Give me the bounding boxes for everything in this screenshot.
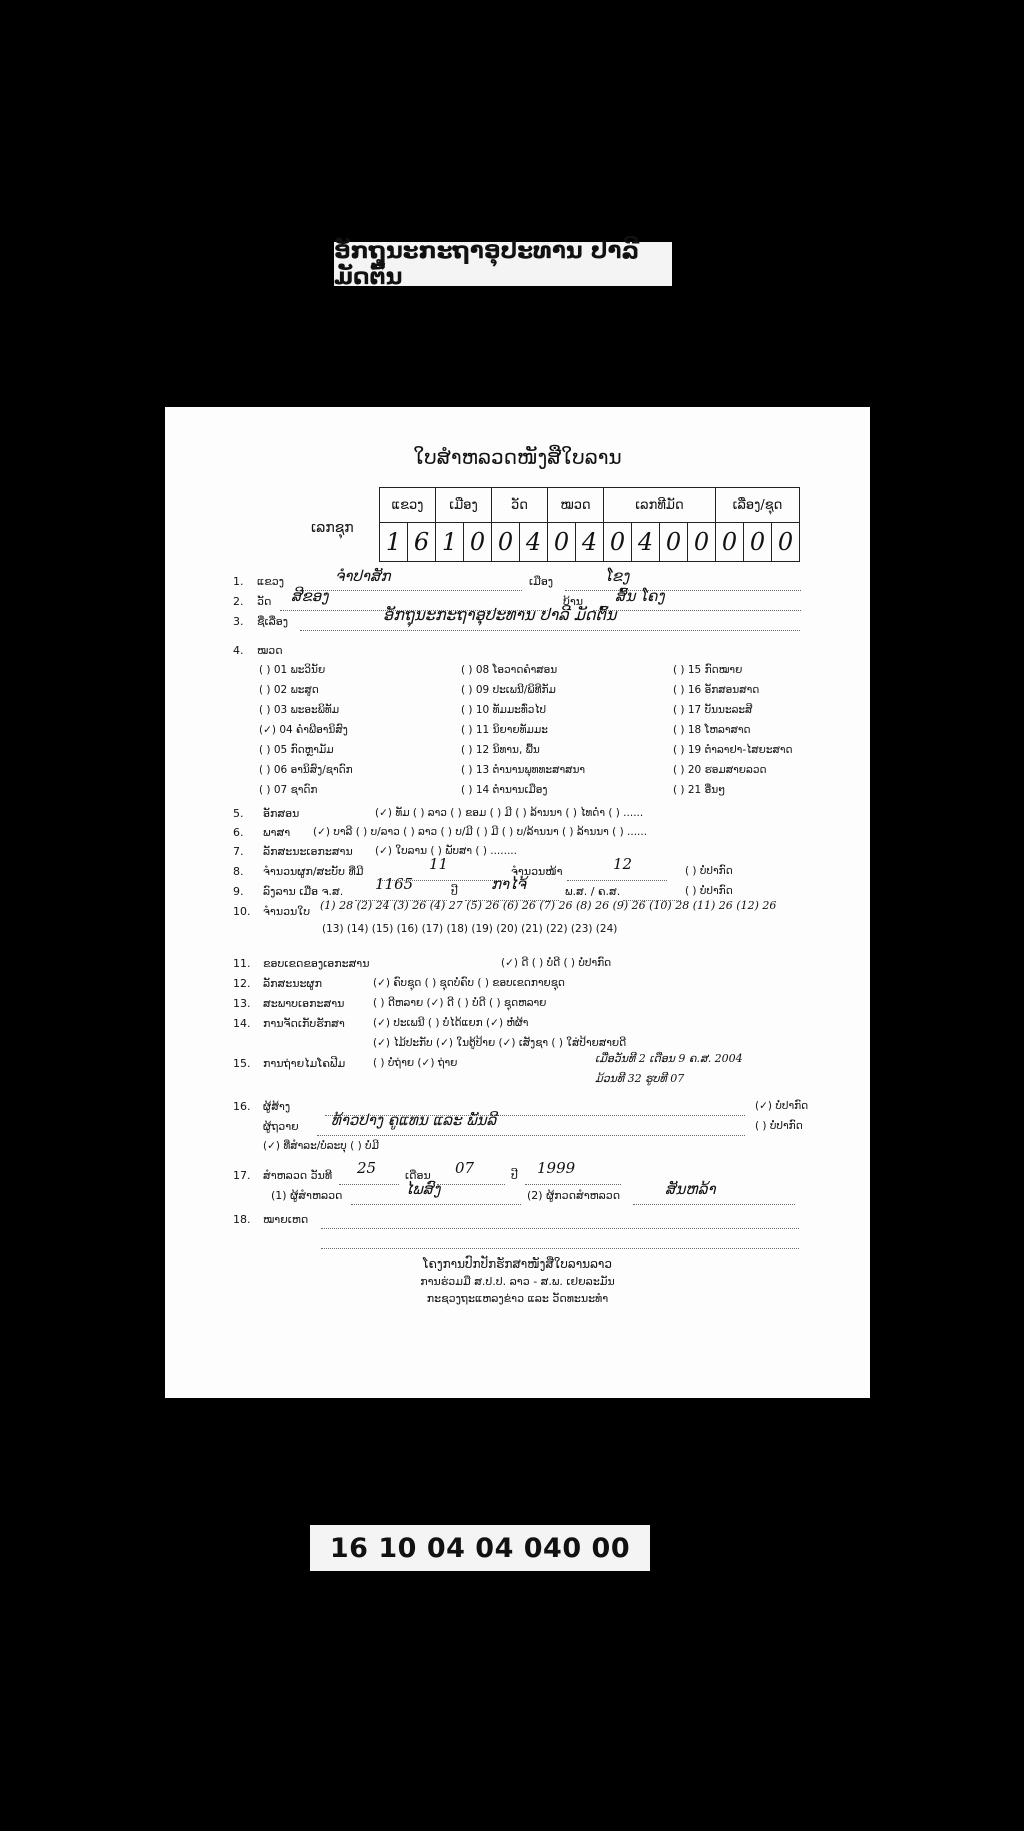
category-option: ( ) 02 ພະສູດ <box>259 684 319 696</box>
row-16-tail-b: ( ) ບໍ່ປາກົດ <box>755 1120 803 1132</box>
sheet-title: ໃບສຳຫລວດໜັງສືໃບລານ <box>413 445 622 469</box>
survey-year: 1999 <box>537 1159 576 1177</box>
footer-label: 16 10 04 04 040 00 <box>310 1525 650 1571</box>
province-value: ຈຳປາສັກ <box>335 567 391 585</box>
row-8-label: ຈຳນວນຜູກ/ສະບັບ ທີ່ມີ <box>263 865 364 878</box>
survey-day: 25 <box>357 1159 377 1177</box>
surveyor-value: ໄພສົງ <box>405 1180 441 1198</box>
header-label: ອັກຖຸນະກະຖາອຸປະທານ ປາລີ ມັດຕົ້ນ <box>334 242 672 286</box>
code-label: ເລກຊຸກ <box>311 520 354 536</box>
category-option: ( ) 11 ນິຍາຍທັມມະ <box>461 724 548 736</box>
category-option: ( ) 06 ອານິສົງ/ຊາດົກ <box>259 764 353 776</box>
row-1-number: 1. <box>233 575 244 588</box>
material-options: (✓) ໃບລານ ( ) ພັບສາ ( ) ........ <box>375 845 517 857</box>
code-header-row <box>380 488 800 523</box>
code-header-district: ເມືອງ <box>436 488 492 523</box>
category-option: ( ) 08 ໂອວາດຄຳສອນ <box>461 664 558 676</box>
row-5-number: 5. <box>233 807 244 820</box>
row-10-label: ຈຳນວນໃບ <box>263 905 311 918</box>
row-9-tail: ( ) ບໍ່ປາກົດ <box>685 885 733 897</box>
row-13-number: 13. <box>233 997 251 1010</box>
code-digit: 0 <box>464 523 492 562</box>
surveyor-line <box>351 1203 521 1205</box>
completeness-options: (✓) ຄົບຊຸດ ( ) ຊຸດບໍ່ຄົບ ( ) ຂອບເຂດກາຍຊຸດ <box>373 977 565 989</box>
sheet-footer-line-2: ການຮ່ວມມື ສ.ປ.ປ. ລາວ - ສ.ພ. ເຢຍລະມັນ <box>420 1275 615 1288</box>
row-8-tail: ( ) ບໍ່ປາກົດ <box>685 865 733 877</box>
row-3-number: 3. <box>233 615 244 628</box>
row-8-line2 <box>567 879 667 881</box>
surveyor-label: (1) ຜູ້ສຳຫລວດ <box>271 1189 343 1202</box>
category-option: ( ) 17 ບັນນະລະສີ <box>673 704 753 716</box>
row-12-label: ລັກສະນະຜູກ <box>263 977 322 990</box>
row-6-number: 6. <box>233 826 244 839</box>
row-17-number: 17. <box>233 1169 251 1182</box>
script-options: (✓) ທັມ ( ) ລາວ ( ) ຂອມ ( ) ມີ ( ) ລ້ານນາ ( ) ໄທດຳ ( ) ...... <box>375 807 644 819</box>
row-1-line <box>300 589 522 591</box>
row-16-label: ຜູ້ສ້າງ <box>263 1100 291 1113</box>
donor-value: ທ້າວປາງ ຄູແທນ ແລະ ພັນລີ <box>331 1111 497 1129</box>
code-digit: 6 <box>408 523 436 562</box>
code-digit: 1 <box>436 523 464 562</box>
code-digit: 0 <box>772 523 800 562</box>
row-1-label: ແຂວງ <box>257 575 285 588</box>
code-header-temple: ວັດ <box>492 488 548 523</box>
row-3-line <box>300 629 800 631</box>
category-option: ( ) 09 ປະເພນີ/ພິທີກັມ <box>461 684 556 696</box>
row-9-label2: ປີ <box>451 885 458 898</box>
row-9-label: ລົງລານ ເມື່ອ ຈ.ສ. <box>263 885 344 898</box>
row-2-label2: ບ້ານ <box>563 595 584 608</box>
code-digit: 1 <box>380 523 408 562</box>
leaf-counts: (1) 28 (2) 24 (3) 26 (4) 27 (5) 26 (6) 26 (7) 26 (8) 26 (9) 26 (10) 28 (11) 26 (12) 26 <box>320 899 777 912</box>
sheet-footer-line-1: ໂຄງການປົກປັກຮັກສາໜັງສືໃບລານລາວ <box>423 1257 612 1271</box>
row-14-label: ການຈັດເກັບຮັກສາ <box>263 1017 345 1030</box>
survey-month: 07 <box>455 1159 475 1177</box>
category-option: ( ) 13 ຕຳນານພຸທທະສາສນາ <box>461 764 586 776</box>
row-1-line2 <box>565 589 801 591</box>
code-table <box>379 487 800 562</box>
code-digit: 0 <box>492 523 520 562</box>
row-8-number: 8. <box>233 865 244 878</box>
code-digit: 4 <box>520 523 548 562</box>
category-option: (✓) 04 ຄຳພີອານິສົງ <box>259 724 348 736</box>
row-17-label: ສຳຫລວດ ວັນທີ <box>263 1169 333 1182</box>
microfilm-options: ( ) ບໍ່ຖ່າຍ (✓) ຖ່າຍ <box>373 1057 458 1069</box>
code-digit: 0 <box>660 523 688 562</box>
microfilm-reel: ມ້ວນທີ 32 ຮູບທີ 07 <box>595 1072 685 1085</box>
village-value: ສົ້ນ ໂຄງ <box>615 587 665 605</box>
row-16-number: 16. <box>233 1100 251 1113</box>
checker-line <box>633 1203 795 1205</box>
code-digit: 0 <box>716 523 744 562</box>
row-4-number: 4. <box>233 644 244 657</box>
category-option: ( ) 10 ທັມມະທົ່ວໄປ <box>461 704 547 716</box>
code-digit: 0 <box>688 523 716 562</box>
condition-options: ( ) ດີຫລາຍ (✓) ດີ ( ) ບໍ່ດີ ( ) ຊຸດຫລາຍ <box>373 997 547 1009</box>
code-header-title: ເລື່ອງ/ຊຸດ <box>716 488 800 523</box>
year-name-value: ກາໄຈ້ <box>491 875 526 893</box>
row-12-number: 12. <box>233 977 251 990</box>
code-digit: 4 <box>576 523 604 562</box>
remarks-line <box>321 1227 799 1229</box>
checker-label: (2) ຜູ້ກວດສຳຫລວດ <box>527 1189 621 1202</box>
category-option: ( ) 07 ຊາດົກ <box>259 784 318 796</box>
row-9-label3: ພ.ສ. / ຄ.ສ. <box>565 885 621 898</box>
row-11-number: 11. <box>233 957 251 970</box>
temple-value: ສີຂອງ <box>291 587 329 605</box>
row-13-label: ສະພາບເອກະສານ <box>263 997 345 1010</box>
survey-sheet <box>165 407 870 1398</box>
storage-options-2: (✓) ໄມ້ປະກັບ (✓) ໃນຕູ້ປ້າຍ (✓) ເສັງຊາ ( ) ໃສ່ປ້າຍສາຍດີ <box>373 1037 627 1049</box>
storage-options: (✓) ປະເພນີ ( ) ບໍ່ໄດ້ແຍກ (✓) ຫໍ່ຜ້າ <box>373 1017 529 1029</box>
row-6-label: ພາສາ <box>263 826 291 839</box>
checker-value: ສັນຫລ້າ <box>665 1180 716 1198</box>
category-option: ( ) 18 ໂຫລາສາດ <box>673 724 751 736</box>
category-option: ( ) 12 ນິທານ, ພື້ນ <box>461 744 540 756</box>
code-digit: 4 <box>632 523 660 562</box>
category-option: ( ) 21 ອື່ນໆ <box>673 784 726 796</box>
row-16-options: (✓) ທີ່ສຳລະ/ບໍ່ລະບຸ ( ) ບໍ່ມີ <box>263 1140 379 1152</box>
era-year-value: 1165 <box>375 875 414 893</box>
leaf-count-slots: (13) (14) (15) (16) (17) (18) (19) (20) (21) (22) (23) (24) <box>322 923 618 935</box>
row-3-label: ຊື່ເລື່ອງ <box>257 615 289 628</box>
row-17-year-label: ປີ <box>511 1169 518 1182</box>
row-8-label2: ຈຳນວນໜ້າ <box>511 865 563 878</box>
manuscript-title-value: ອັກຖຸນະກະຖາອຸປະທານ ປາລີ ມັດຕົ້ນ <box>383 605 617 624</box>
row-1-label2: ເມືອງ <box>529 575 554 588</box>
code-header-province: ແຂວງ <box>380 488 436 523</box>
code-digit: 0 <box>604 523 632 562</box>
row-2-label: ວັດ <box>257 595 272 608</box>
sheet-footer-line-3: ກະຊວງຖະແຫລງຂ່າວ ແລະ ວັດທະນະທຳ <box>426 1292 609 1305</box>
category-option: ( ) 05 ກົດຫຼາມັມ <box>259 744 334 756</box>
row-16-line-b <box>317 1134 745 1136</box>
code-digit: 0 <box>744 523 772 562</box>
category-option: ( ) 14 ຕຳນານເມືອງ <box>461 784 548 796</box>
row-17-year-line <box>525 1183 621 1185</box>
category-option: ( ) 20 ຮອມສາຍລວດ <box>673 764 767 776</box>
row-18-number: 18. <box>233 1213 251 1226</box>
row-16-label-b: ຜູ້ຖວາຍ <box>263 1120 299 1133</box>
row-2-number: 2. <box>233 595 244 608</box>
row-18-label: ໝາຍເຫດ <box>263 1213 309 1226</box>
row-16-tail: (✓) ບໍ່ປາກົດ <box>755 1100 809 1112</box>
code-digit: 0 <box>548 523 576 562</box>
row-7-label: ລັກສະນະເອກະສານ <box>263 845 353 858</box>
row-5-label: ອັກສອນ <box>263 807 300 820</box>
row-11-label: ຂອບເຂດຂອງເອກະສານ <box>263 957 370 970</box>
remarks-line <box>321 1247 799 1249</box>
category-option: ( ) 03 ພະອະພິທັມ <box>259 704 340 716</box>
row-14-number: 14. <box>233 1017 251 1030</box>
category-option: ( ) 01 ພະວິນັຍ <box>259 664 326 676</box>
code-header-bundle: ເລກທີມັດ <box>604 488 716 523</box>
row-2-line2 <box>593 609 801 611</box>
category-option: ( ) 15 ກົດໝາຍ <box>673 664 743 676</box>
fascicle-count-value: 11 <box>429 855 449 873</box>
row-10-number: 10. <box>233 905 251 918</box>
row-9-number: 9. <box>233 885 244 898</box>
row-17-month-label: ເດືອນ <box>405 1169 431 1182</box>
code-digit-row <box>380 523 800 562</box>
row-17-day-line <box>339 1183 399 1185</box>
row-15-number: 15. <box>233 1057 251 1070</box>
district-value: ໂຂງ <box>605 567 630 585</box>
row-7-number: 7. <box>233 845 244 858</box>
microfilm-date: ເມື່ອວັນທີ 2 ເດືອນ 9 ຄ.ສ. 2004 <box>595 1052 743 1065</box>
row-15-label: ການຖ່າຍໄມໂຄຟີມ <box>263 1057 346 1070</box>
code-header-category: ໝວດ <box>548 488 604 523</box>
category-option: ( ) 16 ອັກສອນສາດ <box>673 684 760 696</box>
language-options: (✓) ບາລີ ( ) ບ/ລາວ ( ) ລາວ ( ) ບ/ມີ ( ) ມີ ( ) ບ/ລ້ານນາ ( ) ລ້ານນາ ( ) ...... <box>313 826 648 838</box>
page-count-value: 12 <box>613 855 633 873</box>
row-17-month-line <box>437 1183 505 1185</box>
scope-options: (✓) ດີ ( ) ບໍ່ດີ ( ) ບໍ່ປາກົດ <box>501 957 612 969</box>
row-4-label: ໝວດ <box>257 644 283 657</box>
category-option: ( ) 19 ຕຳລາຢາ-ໄສຍະສາດ <box>673 744 793 756</box>
